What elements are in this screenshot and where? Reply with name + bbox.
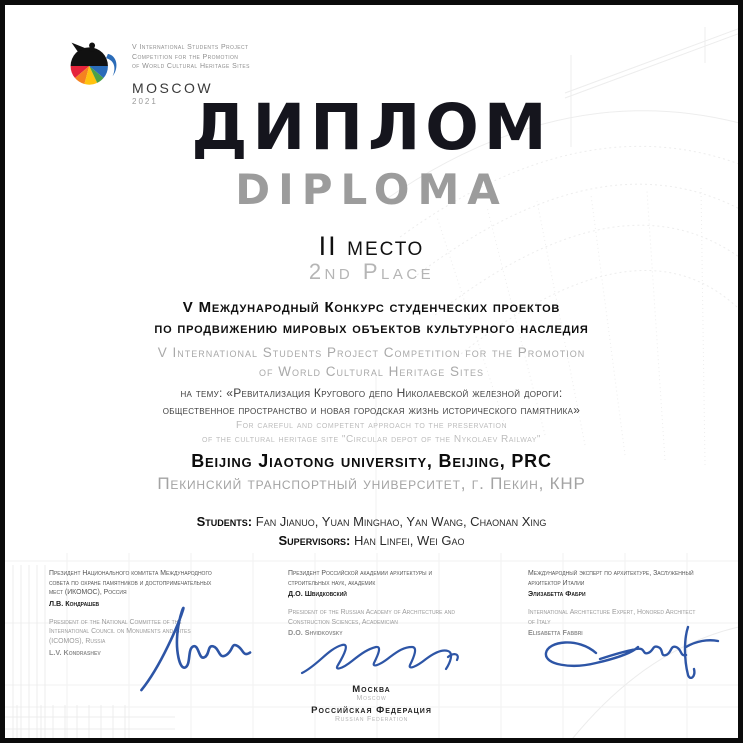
signature-fabbri: [538, 619, 723, 679]
students-names: Fan Jianuo, Yuan Minghao, Yan Wang, Chaonan Xing: [255, 514, 547, 529]
signatory-title-en: International Architecture Expert, Honored Architect of Italy: [528, 609, 696, 626]
competition-title-ru: [5, 297, 738, 339]
signatory-name-en: D.O. Shvidkovsky: [288, 628, 343, 638]
theme-en-line2: of the cultural heritage site "Circular depot of the Nykolaev Railway": [202, 433, 541, 445]
footer-country-ru: Российская Федерация: [311, 705, 432, 716]
footer-city-en: Moscow: [356, 695, 387, 702]
competition-title-en-line1: V International Students Project Competition for the Promotion: [157, 345, 586, 360]
footer-location: [5, 684, 738, 723]
theme-ru-line1: на тему: «Ревитализация Кругового депо Николаевской железной дороги:: [180, 386, 563, 400]
signatory-title-ru: Президент Национального комитета Международного совета по охране памятников и достопримечательных мест (ИКОМОС), Россия: [49, 570, 212, 597]
signatory-name-en: L.V. Kondrashev: [49, 647, 101, 657]
students-line: [5, 512, 738, 531]
competition-title-en: [5, 343, 738, 381]
university-name-ru: Пекинский транспортный университет, г. Пекин, КНР: [157, 474, 586, 493]
signatory-title-en: President of the Russian Academy of Architecture and Construction Sciences, Academician: [288, 609, 455, 626]
signatory-name-en: Elisabetta Fabbri: [528, 628, 583, 638]
footer-country-en: Russian Federation: [334, 716, 409, 723]
competition-title-ru-line1: V Международный Конкурс студенческих проектов: [182, 299, 561, 316]
students-label: Students:: [196, 514, 253, 529]
theme-en-line1: For careful and competent approach to the preservation: [235, 420, 507, 431]
participants-block: [5, 512, 738, 550]
footer-city-ru: Москва: [352, 684, 391, 695]
supervisors-names: Han Linfei, Wei Gao: [354, 533, 465, 548]
signature-kondrashev: [119, 596, 257, 694]
signatory-block-shvidkovsky: [288, 569, 458, 637]
logo-caption-line: of World Cultural Heritage Sites: [132, 63, 250, 70]
competition-title-en-line2: of World Cultural Heritage Sites: [259, 364, 484, 379]
place-en: 2nd Place: [308, 259, 435, 284]
competition-title-ru-line2: по продвижению мировых объектов культурного наследия: [154, 320, 589, 337]
teapot-logo-icon: [65, 39, 121, 93]
signatory-name-ru: Л.В. Кондрашев: [49, 598, 100, 608]
signatory-name-ru: Д.О. Швидковский: [288, 589, 347, 599]
logo-city: MOSCOW: [132, 79, 214, 96]
place-ru: II место: [318, 231, 425, 261]
logo-caption-line: V International Students Project: [132, 44, 249, 51]
theme-ru-line2: общественное пространство и новая городская жизнь исторического памятника»: [162, 403, 581, 417]
diploma-title-ru: ДИПЛОМ: [191, 91, 552, 164]
theme-en: [5, 419, 738, 446]
signature-shvidkovsky: [298, 635, 463, 680]
supervisors-label: Supervisors:: [278, 533, 351, 548]
signatory-name-ru: Элизабетта Фабри: [528, 589, 586, 599]
theme-ru: [5, 385, 738, 419]
supervisors-line: [5, 531, 738, 550]
signatory-title-ru: Президент Российской академии архитектуры и строительных наук, академик: [288, 570, 433, 587]
university-name-en: Beijing Jiaotong university, Beijing, PRC: [191, 451, 552, 471]
logo-caption-line: Competition for the Promotion: [132, 53, 239, 61]
signatory-title-ru: Международный эксперт по архитектуре, Заслуженный архитектор Италии: [528, 570, 694, 587]
diploma-title-en: DIPLOMA: [235, 165, 508, 214]
logo-year: 2021: [132, 96, 158, 106]
signatory-title-en: President of the National Committee of the International Council on Monuments and Sites (ICOMOS), Russia: [49, 618, 191, 645]
